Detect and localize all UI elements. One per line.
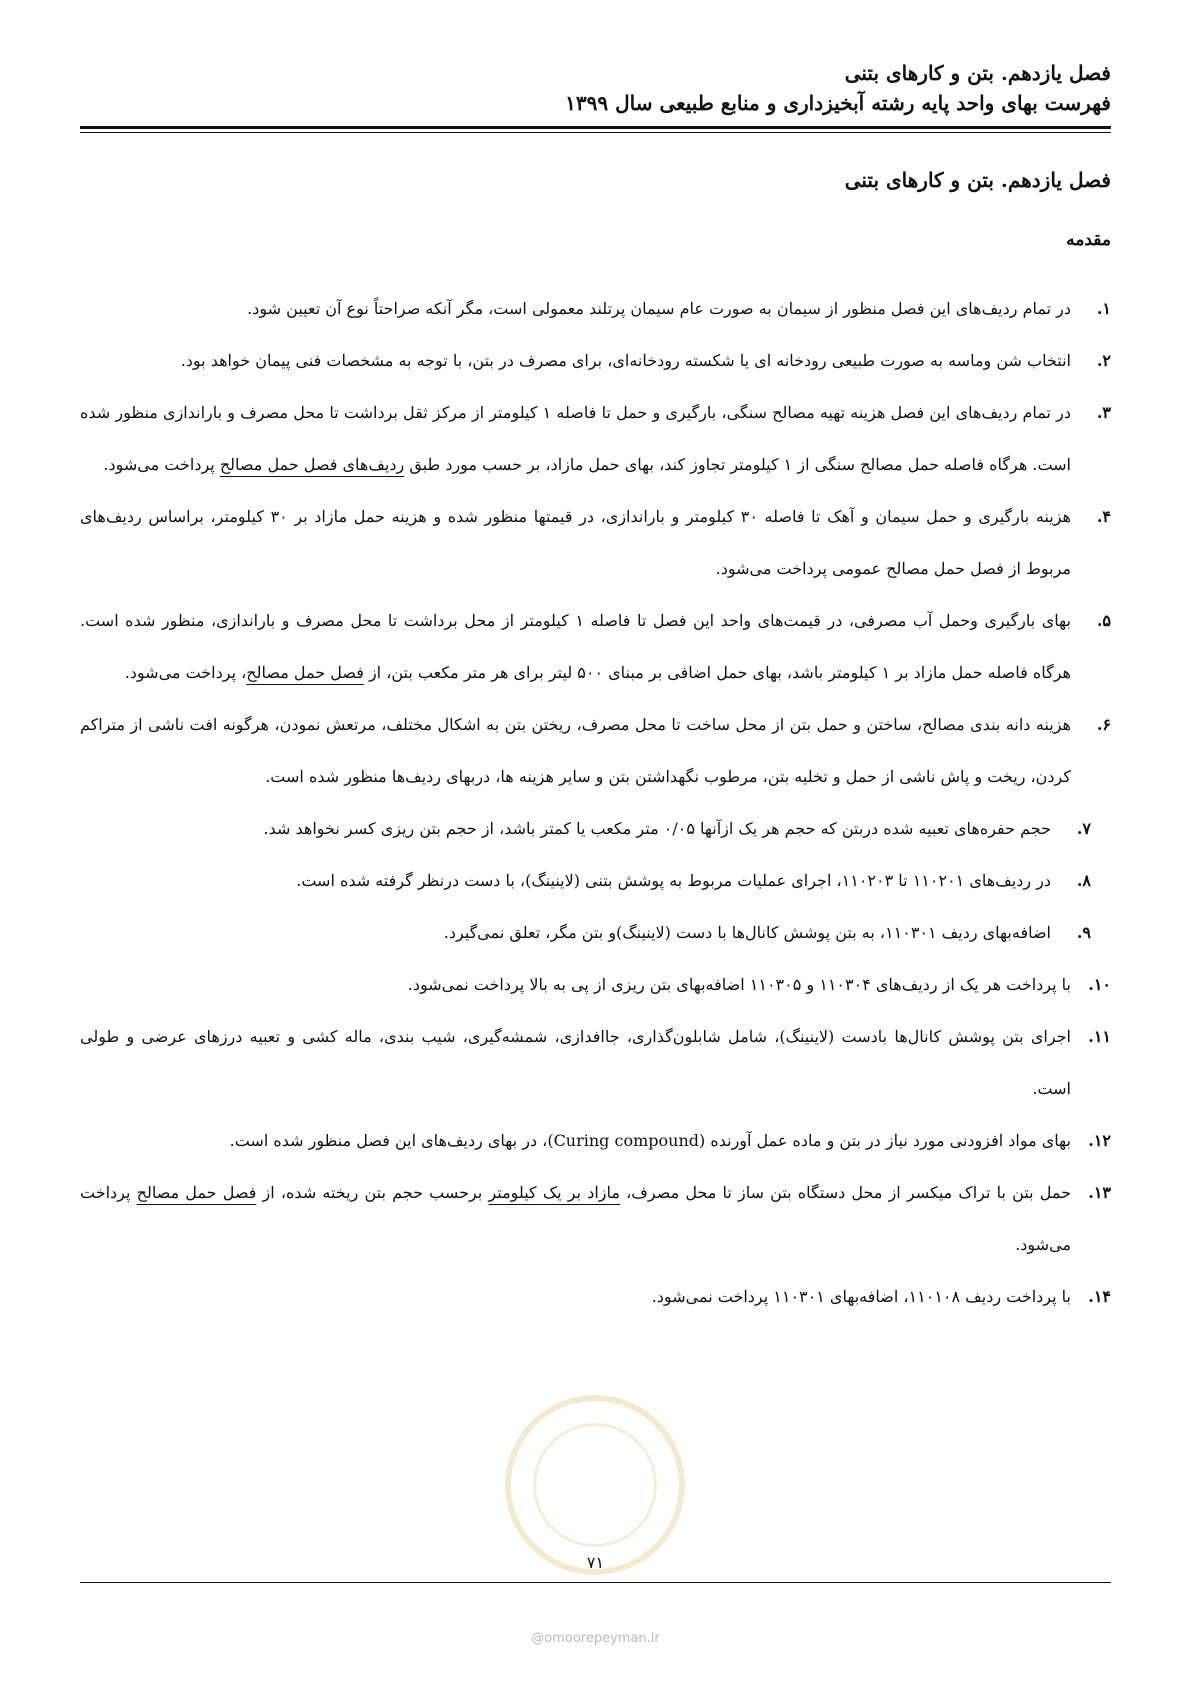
- chapter-title: فصل یازدهم. بتن و کارهای بتنی: [844, 168, 1111, 192]
- item-text-segment: حمل بتن با تراک میکسر از محل دستگاه بتن ساز تا محل مصرف،: [619, 1183, 1071, 1202]
- item-text: [80, 335, 1111, 387]
- header-chapter: فصل یازدهم. بتن و کارهای بتنی: [844, 61, 1111, 85]
- item-text-segment: ، پرداخت می‌شود.: [124, 663, 247, 682]
- list-item: [80, 1271, 1111, 1323]
- item-text: [80, 855, 1111, 907]
- list-item: [80, 1115, 1111, 1167]
- item-number: ۱۴.: [1088, 1287, 1111, 1306]
- item-text-segment: در تمام ردیف‌های این فصل هزینه تهیه مصالح سنگی، بارگیری و حمل تا فاصله ۱ کیلومتر از مرکز ثقل برداشت تا محل مصرف و باراندازی منظور شده است. هرگاه فاصله حمل مصالح سنگی از ۱ کیلومتر تجاوز کند، بهای حمل مازاد، بر حسب مورد طبق: [80, 403, 1072, 474]
- item-text-segment: برحسب حجم بتن ریخته شده، از: [256, 1183, 489, 1202]
- item-number: ۷.: [1076, 819, 1091, 838]
- item-text: [80, 1115, 1111, 1167]
- item-number: ۳.: [1096, 403, 1111, 422]
- item-text-segment: با پرداخت هر یک از ردیف‌های ۱۱۰۳۰۴ و ۱۱۰۳۰۵ اضافه‌بهای بتن ریزی از پی به بالا پرداخت نمی‌شود.: [407, 975, 1071, 994]
- item-text: [80, 907, 1111, 959]
- item-text: [80, 283, 1111, 335]
- page-header: [80, 58, 1111, 118]
- list-item: [80, 803, 1111, 855]
- watermark-url: @omoorepeyman.ir: [531, 1631, 660, 1646]
- header-rule-thick: [80, 126, 1111, 129]
- item-text: [80, 387, 1111, 491]
- item-text-segment: پرداخت می‌شود.: [103, 455, 220, 474]
- item-text-segment: هزینه دانه بندی مصالح، ساختن و حمل بتن از محل ساخت تا محل مصرف، ریختن بتن به اشکال مختلف، مرتعش نمودن، هرگونه افت ناشی از متراکم کردن، ریخت و پاش ناشی از حمل و تخلیه بتن، مرطوب نگهداشتن بتن و سایر هزینه ها، دربهای ردیف‌ها منظور شده است.: [80, 715, 1071, 786]
- item-text-segment: بهای مواد افزودنی مورد نیاز در بتن و ماده عمل آورنده (Curing compound)، در بهای ردیف‌های این فصل منظور شده است.: [229, 1131, 1071, 1150]
- header-rule-thin: [80, 132, 1111, 133]
- item-number: ۵.: [1096, 611, 1111, 630]
- item-number: ۸.: [1076, 871, 1091, 890]
- item-text-segment: پرداخت می‌شود.: [80, 1183, 1071, 1254]
- page-number: ۷۱: [586, 1553, 605, 1572]
- item-number: ۴.: [1096, 507, 1111, 526]
- underlined-reference: فصل حمل مصالح: [246, 663, 364, 682]
- list-item: [80, 959, 1111, 1011]
- item-text: [80, 1167, 1111, 1271]
- item-text: [80, 1271, 1111, 1323]
- item-text-segment: در تمام ردیف‌های این فصل منظور از سیمان به صورت عام سیمان پرتلند معمولی است، مگر آنکه صراحتاً نوع آن تعیین شود.: [247, 299, 1071, 318]
- underlined-reference: ردیف‌های فصل حمل مصالح: [219, 455, 405, 474]
- list-item: [80, 907, 1111, 959]
- item-number: ۱۲.: [1088, 1131, 1111, 1150]
- item-number: ۱.: [1096, 299, 1111, 318]
- item-number: ۱۳.: [1088, 1183, 1111, 1202]
- footer-rule: [80, 1582, 1111, 1583]
- item-text-segment: در ردیف‌های ۱۱۰۲۰۱ تا ۱۱۰۲۰۳، اجرای عملیات مربوط به پوشش بتنی (لاینینگ)، با دست درنظر گرفته شده است.: [296, 871, 1051, 890]
- item-number: ۱۱.: [1088, 1027, 1111, 1046]
- underlined-reference: مازاد بر یک کیلومتر: [488, 1183, 620, 1202]
- item-number: ۹.: [1076, 923, 1091, 942]
- list-item: [80, 855, 1111, 907]
- header-catalog-title: فهرست بهای واحد پایه رشته آبخیزداری و منابع طبیعی سال ۱۳۹۹: [565, 91, 1111, 115]
- item-text-segment: انتخاب شن وماسه به صورت طبیعی رودخانه ای یا شکسته رودخانه‌ای، برای مصرف در بتن، با توجه به مشخصات فنی پیمان خواهد بود.: [180, 351, 1071, 370]
- item-text: [80, 803, 1111, 855]
- item-text: [80, 699, 1111, 803]
- item-text: [80, 1011, 1111, 1115]
- item-number: ۱۰.: [1088, 975, 1111, 994]
- list-item: [80, 1011, 1111, 1115]
- item-text-segment: اضافه‌بهای ردیف ۱۱۰۳۰۱، به بتن پوشش کانال‌ها با دست (لاینینگ)و بتن مگر، تعلق نمی‌گیرد.: [443, 923, 1051, 942]
- list-item: [80, 1167, 1111, 1271]
- list-item: [80, 491, 1111, 595]
- list-item: [80, 283, 1111, 335]
- seal-watermark: [505, 1395, 685, 1575]
- item-text-segment: بهای بارگیری وحمل آب مصرفی، در قیمت‌های واحد این فصل تا فاصله ۱ کیلومتر از محل برداشت تا محل مصرف و باراندازی، منظور شده است. هرگاه فاصله حمل مازاد بر ۱ کیلومتر باشد، بهای حمل اضافی بر مبنای ۵۰۰ لیتر برای هر متر مکعب بتن، از: [80, 611, 1071, 682]
- item-text: [80, 595, 1111, 699]
- item-text-segment: هزینه بارگیری و حمل سیمان و آهک تا فاصله ۳۰ کیلومتر و باراندازی، در قیمتها منظور شده و هزینه حمل مازاد بر ۳۰ کیلومتر، براساس ردیف‌های مربوط از فصل حمل مصالح عمومی پرداخت می‌شود.: [80, 507, 1071, 578]
- underlined-reference: فصل حمل مصالح: [136, 1183, 257, 1202]
- item-number: ۶.: [1096, 715, 1111, 734]
- list-item: [80, 335, 1111, 387]
- intro-heading: مقدمه: [1066, 230, 1111, 250]
- item-text: [80, 959, 1111, 1011]
- list-item: [80, 699, 1111, 803]
- item-text: [80, 491, 1111, 595]
- list-item: [80, 595, 1111, 699]
- item-text-segment: اجرای بتن پوشش کانال‌ها بادست (لاینینگ)، شامل شابلون‌گذاری، جاافدازی، شمشه‌گیری، شیب بندی، ماله کشی و تعبیه درزهای عرضی و طولی است.: [80, 1027, 1071, 1098]
- item-text-segment: با پرداخت ردیف ۱۱۰۱۰۸، اضافه‌بهای ۱۱۰۳۰۱ پرداخت نمی‌شود.: [651, 1287, 1071, 1306]
- list-item: [80, 387, 1111, 491]
- item-text-segment: حجم حفره‌های تعبیه شده دربتن که حجم هر یک ازآنها ۰/۰۵ متر مکعب یا کمتر باشد، از حجم بتن ریزی کسر نخواهد شد.: [263, 819, 1051, 838]
- item-number: ۲.: [1096, 351, 1111, 370]
- intro-list: [80, 283, 1111, 1323]
